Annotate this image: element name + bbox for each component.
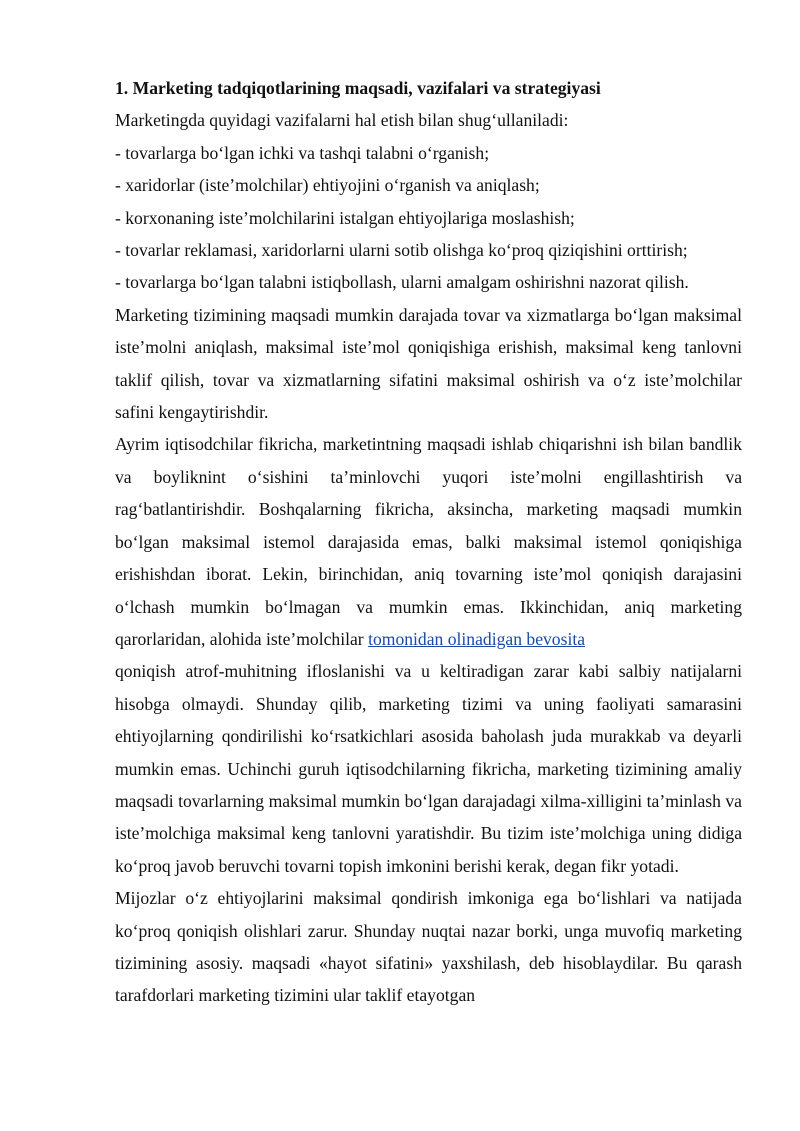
task-item: - tovarlar reklamasi, xaridorlarni ularni sotib olishga ko‘proq qiziqishini orttirish;: [115, 240, 688, 261]
task-item: - tovarlarga bo‘lgan talabni istiqbollash, ularni amalgam oshirishni nazorat qilish.: [115, 272, 689, 293]
task-item: - tovarlarga bo‘lgan ichki va tashqi talabni o‘rganish;: [115, 142, 490, 163]
paragraph-opinions-text: Ayrim iqtisodchilar fikricha, marketintning maqsadi ishlab chiqarishni ish bilan bandlik va boyliknint o‘sishini ta’minlovchi yuqori iste’molni engillashtirish va rag‘batlantirishdir. Boshqalarning fikricha, aksincha, marketing maqsadi mumkin bo‘lgan maksimal istemol darajasida emas, balki maksimal istemol qoniqishiga erishishdan iborat. Lekin, birinchidan, aniq tovarning iste’mol qoniqish darajasini o‘lchash mumkin bo‘lmagan va mumkin emas. Ikkinchidan, aniq marketing qarorlaridan, alohida iste’molchilar: [115, 434, 742, 649]
section-heading: 1. Marketing tadqiqotlarining maqsadi, vazifalari va strategiyasi: [115, 78, 601, 98]
paragraph-quality-of-life: Mijozlar o‘z ehtiyojlarini maksimal qondirish imkoniga ega bo‘lishlari va natijada ko‘proq qoniqish olishlari zarur. Shunday nuqtai nazar borki, unga muvofiq marketing tizimining asosiy. maqsadi «hayot sifatini» yaxshilash, deb hisoblaydilar. Bu qarash tarafdorlari marketing tizimini ular taklif etayotgan: [115, 888, 742, 1006]
paragraph-opinions: [115, 428, 742, 655]
paragraph-goal: Marketing tizimining maqsadi mumkin darajada tovar va xizmatlarga bo‘lgan maksimal iste’molni aniqlash, maksimal iste’mol qoniqishiga erishish, maksimal keng tanlovni taklif qilish, tovar va xizmatlarning sifatini maksimal oshirish va o‘z iste’molchilar safini kengaytirishdir.: [115, 304, 742, 423]
paragraph-satisfaction: qoniqish atrof-muhitning ifloslanishi va u keltiradigan zarar kabi salbiy natijalarni hisobga olmaydi. Shunday qilib, marketing tizimi va uning faoliyati samarasini ehtiyojlarning qondirilishi ko‘rsatkichlari asosida baholash juda murakkab va deyarli mumkin emas. Uchinchi guruh iqtisodchilarning fikricha, marketing tizimining amaliy maqsadi tovarlarning maksimal mumkin bo‘lgan darajadagi xilma-xilligini ta’minlash va iste’molchiga maksimal keng tanlovni yaratishdir. Bu tizim iste’molchiga uning didiga ko‘proq javob beruvchi tovarni topish imkonini berishi kerak, degan fikr yotadi.: [115, 661, 742, 876]
inline-link[interactable]: tomonidan olinadigan bevosita: [368, 628, 586, 649]
intro-line: Marketingda quyidagi vazifalarni hal etish bilan shug‘ullaniladi:: [115, 110, 569, 131]
task-item: - korxonaning iste’molchilarini istalgan ehtiyojlariga moslashish;: [115, 207, 575, 228]
task-item: - xaridorlar (iste’molchilar) ehtiyojini o‘rganish va aniqlash;: [115, 175, 540, 196]
